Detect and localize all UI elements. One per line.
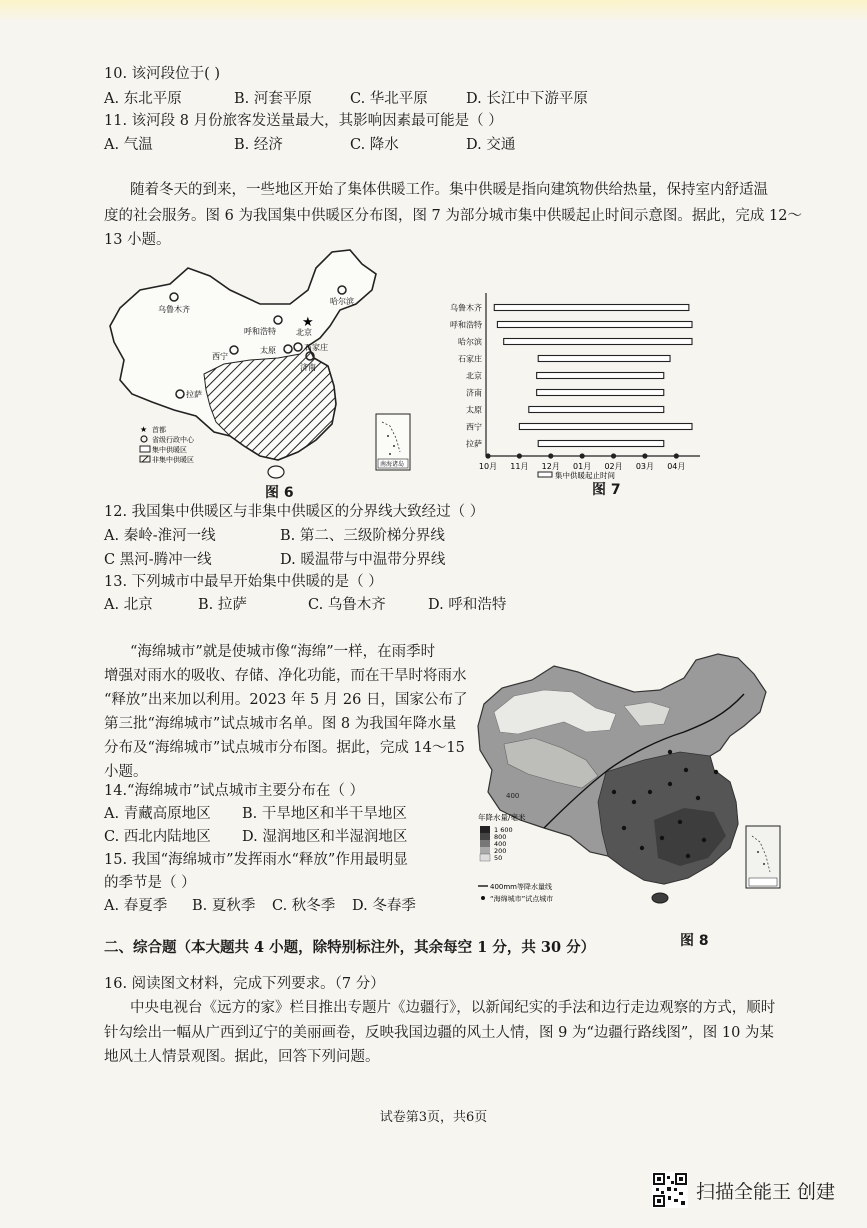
- x-tick-dot: [548, 453, 553, 458]
- q14-option-d[interactable]: D. 湿润地区和半湿润地区: [242, 829, 408, 845]
- x-tick-label: 01月: [573, 462, 592, 471]
- q11-option-a[interactable]: A. 气温: [104, 137, 153, 153]
- sponge-passage-line5: 分布及“海绵城市”试点城市分布图。据此，完成 14～15: [104, 740, 465, 756]
- legend-heating-swatch: [140, 446, 150, 452]
- sponge-passage-line2: 增强对雨水的吸收、存储、净化功能，而在干旱时将雨水: [104, 668, 467, 684]
- q11-option-b[interactable]: B. 经济: [234, 137, 283, 153]
- legend-title: 年降水量/毫米: [478, 813, 526, 822]
- x-tick-label: 12月: [541, 462, 560, 471]
- q10-option-c[interactable]: C. 华北平原: [350, 91, 428, 107]
- q15-option-d[interactable]: D. 冬春季: [352, 898, 416, 914]
- heating-bar: [529, 407, 664, 413]
- q12-option-c[interactable]: C 黑河-腾冲一线: [104, 552, 212, 568]
- figure8-map: [474, 652, 786, 920]
- x-tick-label: 04月: [667, 462, 686, 471]
- figure7-chart: [430, 285, 720, 480]
- legend-swatch-50: [480, 854, 490, 861]
- q13-option-b[interactable]: B. 拉萨: [198, 597, 247, 613]
- q10-option-d[interactable]: D. 长江中下游平原: [466, 91, 588, 107]
- q11-option-c[interactable]: C. 降水: [350, 137, 399, 153]
- hainan-island: [268, 466, 284, 478]
- page-footer: 试卷第3页，共6页: [379, 1110, 488, 1125]
- x-tick-label: 10月: [478, 462, 498, 471]
- q13-option-c[interactable]: C. 乌鲁木齐: [308, 597, 386, 613]
- q13-option-a[interactable]: A. 北京: [104, 597, 153, 613]
- sponge-passage-line6: 小题。: [104, 764, 148, 780]
- x-tick-label: 11月: [510, 462, 529, 471]
- q14-option-c[interactable]: C. 西北内陆地区: [104, 829, 211, 845]
- legend-line-label: 400mm等降水量线: [490, 883, 552, 891]
- sponge-passage-line3: “释放”出来加以利用。2023 年 5 月 26 日，国家公布了: [104, 692, 468, 708]
- q15-option-a[interactable]: A. 春夏季: [104, 898, 168, 914]
- city-label-lhasa: 拉萨: [186, 390, 202, 399]
- x-tick-label: 02月: [604, 462, 623, 471]
- legend-value-50: 50: [494, 854, 503, 862]
- scanner-label: 扫描全能王 创建: [696, 1180, 836, 1203]
- legend-provincial-icon: [141, 436, 147, 442]
- legend-value-800: 800: [494, 833, 507, 841]
- q13-stem: 13. 下列城市中最早开始集中供暖的是（ ）: [104, 574, 383, 590]
- q12-option-d[interactable]: D. 暖温带与中温带分界线: [280, 552, 446, 568]
- category-label: 呼和浩特: [450, 320, 482, 330]
- legend-swatch-800: [480, 833, 490, 840]
- heating-bar: [497, 322, 692, 328]
- q15-stem-line1: 15. 我国“海绵城市”发挥雨水“释放”作用最明显: [104, 852, 408, 868]
- south-china-sea-inset-rainfall: [746, 826, 780, 888]
- qr-code-icon: [652, 1172, 688, 1208]
- heating-bar: [504, 339, 692, 345]
- q16-text-line1: 中央电视台《远方的家》栏目推出专题片《边疆行》，以新闻纪实的手法和边行走边观察的方式，顺时: [130, 1000, 776, 1016]
- scanner-watermark: [652, 1172, 835, 1208]
- x-tick-dot: [611, 453, 616, 458]
- legend-nonheating-label: 非集中供暖区: [152, 456, 194, 464]
- q10-option-a[interactable]: A. 东北平原: [104, 91, 182, 107]
- top-color-band: [0, 0, 867, 22]
- city-label-urumqi: 乌鲁木齐: [158, 305, 190, 314]
- figure8-caption: 图 8: [680, 933, 709, 949]
- q11-stem: 11. 该河段 8 月份旅客发送量最大，其影响因素最可能是（ ）: [104, 113, 503, 129]
- legend-dot-label: “海绵城市”试点城市: [490, 895, 554, 903]
- q10-option-b[interactable]: B. 河套平原: [234, 91, 312, 107]
- isohyet-label: 400: [506, 792, 520, 800]
- legend-value-1600: 1 600: [494, 826, 513, 834]
- legend-provincial-label: 省级行政中心: [152, 436, 194, 444]
- heating-bar: [538, 441, 664, 447]
- city-label-xining: 西宁: [212, 352, 228, 361]
- heating-bar: [537, 390, 664, 396]
- category-label: 西宁: [466, 422, 482, 432]
- q12-stem: 12. 我国集中供暖区与非集中供暖区的分界线大致经过（ ）: [104, 504, 485, 520]
- category-label: 济南: [466, 388, 482, 398]
- legend-swatch: [538, 472, 552, 477]
- heating-bar: [494, 305, 689, 311]
- x-tick-dot: [580, 453, 585, 458]
- heating-bar: [538, 356, 670, 362]
- category-label: 乌鲁木齐: [450, 303, 482, 313]
- city-label-jinan: 济南: [300, 363, 316, 372]
- heating-bar: [519, 424, 692, 430]
- section2-heading: 二、综合题（本大题共 4 小题，除特别标注外，其余每空 1 分，共 30 分）: [104, 939, 596, 956]
- figure7-caption: 图 7: [592, 482, 621, 498]
- city-label-beijing: 北京: [296, 328, 312, 337]
- figure6-map: [100, 246, 430, 486]
- south-china-sea-inset: [376, 414, 410, 470]
- legend-heating-label: 集中供暖区: [152, 446, 187, 454]
- category-label: 石家庄: [458, 354, 482, 364]
- inset-label: 南海诸岛: [380, 461, 405, 468]
- q16-stem: 16. 阅读图文材料，完成下列要求。（7 分）: [104, 976, 385, 992]
- x-tick-dot: [642, 453, 647, 458]
- legend-label: 集中供暖起止时间: [555, 471, 615, 480]
- category-label: 太原: [466, 405, 482, 415]
- heating-passage-line2: 度的社会服务。图 6 为我国集中供暖区分布图，图 7 为部分城市集中供暖起止时间示意图。据此，完成 12～: [104, 208, 802, 224]
- category-label: 北京: [466, 371, 482, 381]
- heating-passage-line3: 13 小题。: [104, 232, 171, 248]
- heating-bar: [537, 373, 664, 379]
- legend-nonheating-swatch: [140, 456, 150, 462]
- legend-dot-icon: [481, 896, 485, 900]
- legend-swatch-200: [480, 847, 490, 854]
- x-tick-dot: [485, 453, 490, 458]
- category-label: 拉萨: [466, 439, 482, 449]
- hainan-island-rainfall: [652, 893, 668, 903]
- sponge-passage-line4: 第三批“海绵城市”试点城市名单。图 8 为我国年降水量: [104, 716, 457, 732]
- x-tick-dot: [674, 453, 679, 458]
- q14-option-b[interactable]: B. 干旱地区和半干旱地区: [242, 806, 407, 822]
- x-tick-label: 03月: [635, 462, 655, 471]
- q11-option-d[interactable]: D. 交通: [466, 137, 516, 153]
- q15-option-c[interactable]: C. 秋冬季: [272, 898, 336, 914]
- q12-option-a[interactable]: A. 秦岭-淮河一线: [104, 528, 216, 544]
- q14-option-a[interactable]: A. 青藏高原地区: [104, 806, 211, 822]
- legend-swatch-400: [480, 840, 490, 847]
- city-label-harbin: 哈尔滨: [330, 297, 354, 306]
- category-label: 哈尔滨: [458, 337, 482, 347]
- legend-capital-icon: ★: [140, 425, 148, 434]
- q14-stem: 14.“海绵城市”试点城市主要分布在（ ）: [104, 783, 364, 799]
- q15-option-b[interactable]: B. 夏秋季: [192, 898, 256, 914]
- figure6-caption: 图 6: [265, 485, 294, 501]
- legend-swatch-1600: [480, 826, 490, 833]
- legend-capital-label: 首都: [152, 426, 166, 434]
- heating-passage-line1: 随着冬天的到来，一些地区开始了集体供暖工作。集中供暖是指向建筑物供给热量，保持室内舒适温: [130, 182, 768, 198]
- x-tick-dot: [517, 453, 522, 458]
- city-label-taiyuan: 太原: [260, 346, 276, 355]
- q16-text-line2: 针勾绘出一幅从广西到辽宁的美丽画卷，反映我国边疆的风土人情，图 9 为“边疆行路线图”，图 10 为某: [104, 1025, 774, 1041]
- q15-stem-line2: 的季节是（ ）: [104, 875, 196, 891]
- legend-value-400: 400: [494, 840, 507, 848]
- city-label-hohhot: 呼和浩特: [244, 327, 276, 336]
- q12-option-b[interactable]: B. 第二、三级阶梯分界线: [280, 528, 445, 544]
- capital-star-icon: ★: [302, 315, 314, 330]
- q16-text-line3: 地风土人情景观图。据此，回答下列问题。: [104, 1049, 380, 1065]
- figure6-legend: [140, 425, 195, 464]
- legend-value-200: 200: [494, 847, 507, 855]
- sponge-passage-line1: “海绵城市”就是使城市像“海绵”一样，在雨季时: [130, 644, 436, 660]
- q13-option-d[interactable]: D. 呼和浩特: [428, 597, 507, 613]
- city-label-shijiazhuang: 石家庄: [304, 343, 328, 352]
- q10-stem: 10. 该河段位于( ): [104, 66, 221, 82]
